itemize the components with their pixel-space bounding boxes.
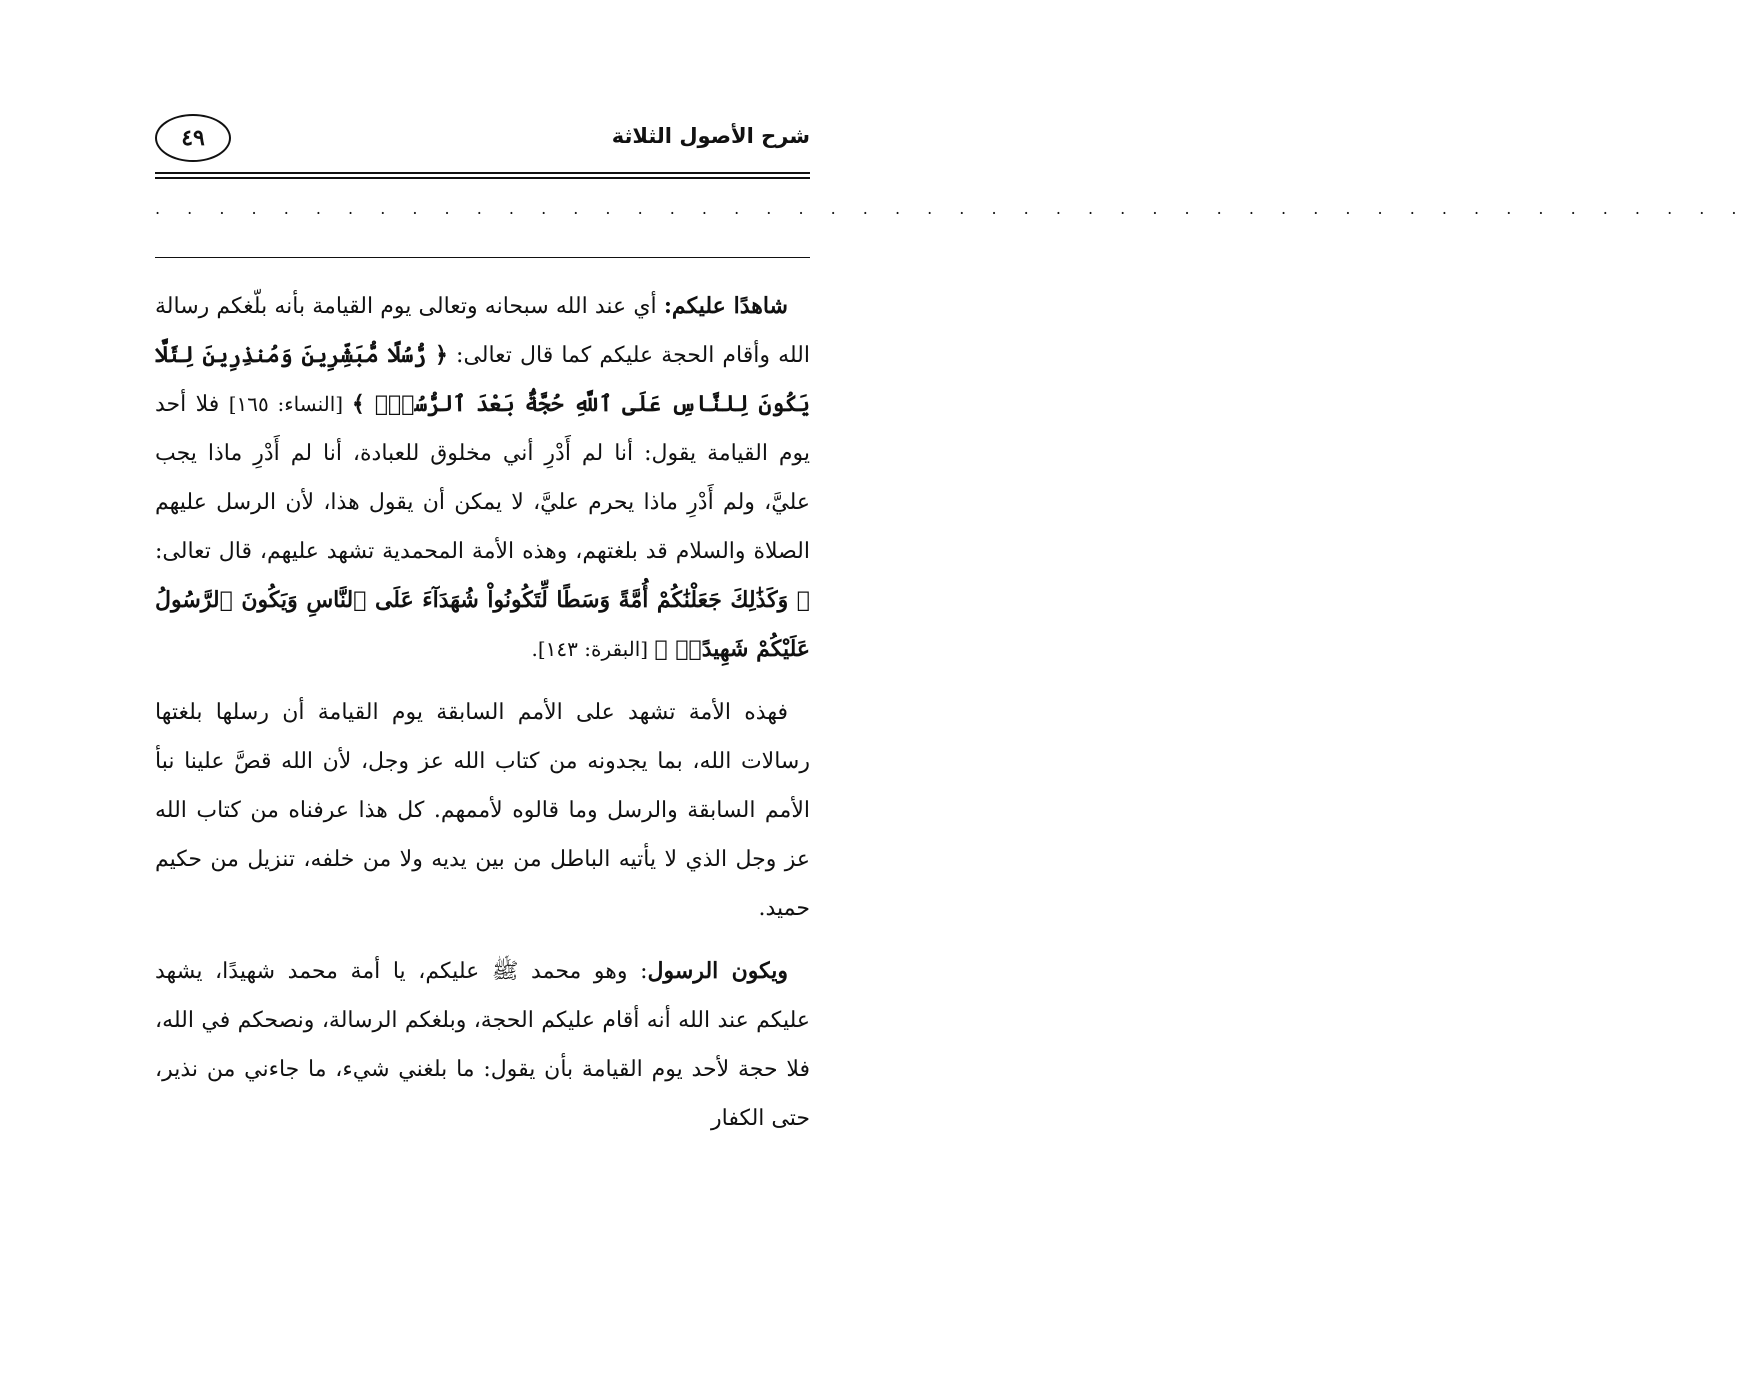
running-title: شرح الأصول الثلاثة [611,124,810,148]
paragraph-2: فهذه الأمة تشهد على الأمم السابقة يوم القيامة أن رسلها بلغتها رسالات الله، بما يجدونه من كتاب الله عز وجل، لأن الله قصَّ علينا نبأ الأمم السابقة والرسل وما قالوه لأممهم. كل هذا عرفناه من كتاب الله عز وجل الذي لا يأتيه الباطل من بين يديه ولا من خلفه، تنزيل من حكيم حميد. [155,700,810,921]
quran-verse-baqarah: ﴿ وَكَذَٰلِكَ جَعَلْنَٰكُمْ أُمَّةً وَسَطًا لِّتَكُونُواْ شُهَدَآءَ عَلَى ٱلنَّاسِ وَيَكُونَ ٱلرَّسُولُ عَلَيْكُمْ شَهِيدًاۗ ﴾ [155,587,810,662]
paragraph-3 [155,947,810,1143]
page-number-badge: ٤٩ [155,114,231,162]
verse-ref-baqarah: [البقرة: ١٤٣]. [531,637,655,661]
footnote-rule [155,257,810,258]
paragraph-3-text: : وهو محمد ﷺ عليكم، يا أمة محمد شهيدًا، يشهد عليكم عند الله أنه أقام عليكم الحجة، وبلغكم الرسالة، ونصحكم في الله، فلا حجة لأحد يوم القيامة بأن يقول: ما بلغني شيء، ما جاءني من نذير، حتى الكفار [155,959,810,1131]
dotted-separator: . . . . . . . . . . . . . . . . . . . . . . . . . . . . . . . . . . . . . . . . . . . . . . . . . . [155,199,1748,218]
lead-term-shahidan: شاهدًا عليكم: [663,293,788,319]
paragraph-1-text-a: أي عند الله سبحانه وتعالى يوم القيامة بأنه بلّغكم رسالة الله وأقام الحجة عليكم كما قال تعالى: [155,294,810,368]
page-header [155,110,810,166]
body-text [155,282,810,1157]
header-rule-thick [155,172,810,174]
header-rule-thin [155,177,810,179]
paragraph-1-text-b: فلا أحد يوم القيامة يقول: أنا لم أَدْرِ أني مخلوق للعبادة، أنا لم أَدْرِ ماذا يجب عليَّ، ولم أَدْرِ ماذا يحرم عليَّ، لا يمكن أن يقول هذا، لأن الرسل عليهم الصلاة والسلام قد بلغتهم، وهذه الأمة المحمدية تشهد عليهم، قال تعالى: [155,392,810,564]
verse-ref-nisa: [النساء: ١٦٥] [228,392,352,416]
paragraph-1 [155,282,810,674]
lead-term-yakun-al-rasul: ويكون الرسول [647,958,788,984]
quran-verse-nisa: ﴿ رُّسُلًا مُّبَشِّرِينَ وَمُنذِرِينَ لِئَلَّا يَكُونَ لِلنَّاسِ عَلَى ٱللَّهِ حُجَّةٌۢ بَعْدَ ٱلرُّسُلِۚ ﴾ [155,342,811,417]
